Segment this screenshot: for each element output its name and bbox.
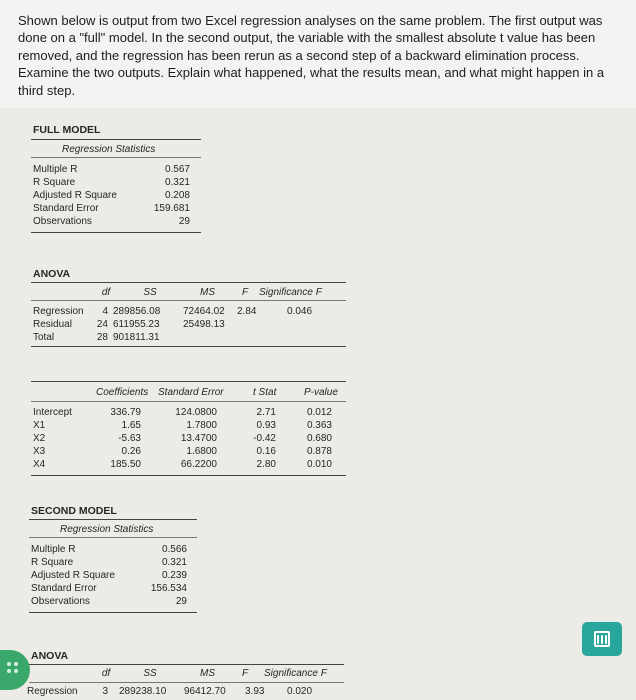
anova-col-header: Significance F xyxy=(264,668,327,679)
coef-value: 336.79 xyxy=(110,407,141,418)
coef-name: X2 xyxy=(33,433,46,444)
rule xyxy=(29,537,197,538)
coef-value: -5.63 xyxy=(118,433,141,444)
coef-se: 66.2200 xyxy=(180,459,217,470)
anova-col-header: df xyxy=(101,668,111,679)
coef-se: 124.0800 xyxy=(175,407,217,418)
stat-label: Multiple R xyxy=(33,164,78,175)
full-anova-title: ANOVA xyxy=(33,268,71,280)
second-reg-stats-title: Regression Statistics xyxy=(60,524,154,535)
stat-label: R Square xyxy=(31,557,74,568)
anova-ss: 611955.23 xyxy=(113,319,160,330)
anova-col-header: Significance F xyxy=(259,287,322,298)
coef-value: 0.26 xyxy=(121,446,141,457)
rule xyxy=(31,381,346,382)
rule xyxy=(29,612,197,613)
stat-value: 159.681 xyxy=(153,203,190,214)
coef-value: 185.50 xyxy=(110,459,141,470)
stat-label: R Square xyxy=(33,177,76,188)
anova-ss: 289856.08 xyxy=(113,306,161,317)
stat-label: Multiple R xyxy=(31,544,76,555)
anova-col-header: SS xyxy=(143,668,157,679)
coef-col-header: P-value xyxy=(304,387,338,398)
coef-p: 0.363 xyxy=(306,420,332,431)
coef-p: 0.010 xyxy=(306,459,332,470)
anova-ms: 96412.70 xyxy=(184,686,226,697)
coef-se: 13.4700 xyxy=(180,433,217,444)
anova-ms: 25498.13 xyxy=(183,319,225,330)
anova-col-header: MS xyxy=(200,668,215,679)
rule xyxy=(31,282,346,283)
coef-col-header: Coefficients xyxy=(96,387,149,398)
coef-t: 0.93 xyxy=(256,420,276,431)
anova-col-header: F xyxy=(241,287,249,298)
stat-value: 0.321 xyxy=(164,177,190,188)
coef-se: 1.6800 xyxy=(186,446,217,457)
rule xyxy=(31,346,346,347)
coef-t: 2.71 xyxy=(256,407,276,418)
coef-se: 1.7800 xyxy=(186,420,217,431)
coef-p: 0.878 xyxy=(306,446,332,457)
anova-source: Total xyxy=(33,332,55,343)
coef-p: 0.680 xyxy=(306,433,332,444)
anova-sig: 0.046 xyxy=(287,306,313,317)
coef-p: 0.012 xyxy=(306,407,332,418)
anova-col-header: F xyxy=(241,668,249,679)
rule xyxy=(31,139,201,140)
second-anova-title: ANOVA xyxy=(31,650,69,662)
coef-name: X1 xyxy=(33,420,46,431)
notes-button[interactable] xyxy=(582,622,622,656)
full-model-title: FULL MODEL xyxy=(33,124,101,136)
stat-value: 156.534 xyxy=(150,583,187,594)
anova-sig: 0.020 xyxy=(287,686,313,697)
anova-source: Regression xyxy=(27,686,78,697)
coef-col-header: Standard Error xyxy=(158,387,224,398)
stat-label: Observations xyxy=(31,596,90,607)
coef-t: -0.42 xyxy=(253,433,276,444)
stat-value: 0.321 xyxy=(161,557,187,568)
coef-t: 0.16 xyxy=(256,446,276,457)
anova-ms: 72464.02 xyxy=(183,306,225,317)
rule xyxy=(31,300,346,301)
anova-df: 28 xyxy=(96,332,108,343)
rule xyxy=(31,157,201,158)
anova-col-header: MS xyxy=(200,287,215,298)
stat-value: 29 xyxy=(178,216,190,227)
anova-ss: 289238.10 xyxy=(119,686,167,697)
rule xyxy=(31,232,201,233)
anova-source: Regression xyxy=(33,306,84,317)
stat-value: 0.208 xyxy=(164,190,190,201)
rule xyxy=(29,664,344,665)
coef-col-header: t Stat xyxy=(253,387,277,398)
anova-df: 3 xyxy=(102,686,108,697)
coef-name: X4 xyxy=(33,459,46,470)
anova-df: 4 xyxy=(102,306,108,317)
second-model-title: SECOND MODEL xyxy=(31,505,117,517)
stat-label: Standard Error xyxy=(33,203,99,214)
coef-t: 2.80 xyxy=(256,459,276,470)
anova-col-header: SS xyxy=(143,287,157,298)
rule xyxy=(29,519,197,520)
stat-label: Adjusted R Square xyxy=(31,570,115,581)
stat-label: Observations xyxy=(33,216,92,227)
stat-value: 0.239 xyxy=(161,570,187,581)
anova-ss: 901811.31 xyxy=(113,332,160,343)
regression-output-photo xyxy=(0,108,636,700)
stat-value: 0.566 xyxy=(161,544,187,555)
anova-source: Residual xyxy=(33,319,72,330)
coef-name: Intercept xyxy=(33,407,72,418)
stat-value: 0.567 xyxy=(164,164,190,175)
stat-value: 29 xyxy=(175,596,187,607)
stat-label: Standard Error xyxy=(31,583,97,594)
anova-col-header: df xyxy=(101,287,111,298)
rule xyxy=(31,475,346,476)
anova-f: 2.84 xyxy=(237,306,257,317)
coef-value: 1.65 xyxy=(121,420,141,431)
full-reg-stats-title: Regression Statistics xyxy=(62,144,156,155)
coef-name: X3 xyxy=(33,446,46,457)
rule xyxy=(31,401,346,402)
question-text: Shown below is output from two Excel regression analyses on the same problem. The first output was done on a "full" model. In the second output, the variable with the smallest absolute t value has been removed, and the regression has been rerun as a second step of a backward elimination process. Examine the two outputs. Explain what happened, what the results mean, and what might happen in a third step. xyxy=(18,13,605,98)
rule xyxy=(29,682,344,683)
anova-df: 24 xyxy=(96,319,108,330)
stat-label: Adjusted R Square xyxy=(33,190,117,201)
anova-f: 3.93 xyxy=(245,686,265,697)
